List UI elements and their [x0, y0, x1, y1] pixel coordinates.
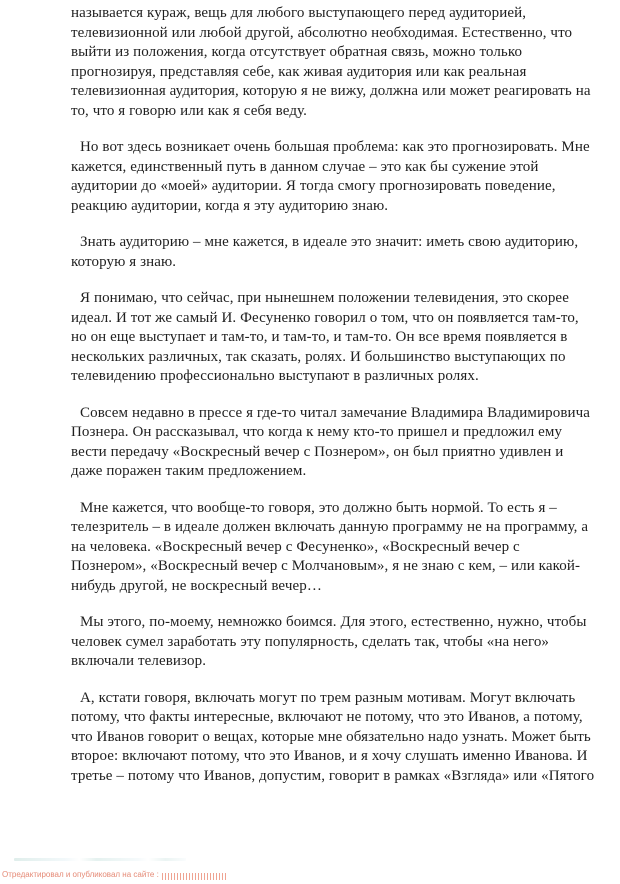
text-line: телевизионной или любой другой, абсолютно необходимая. Естественно, что	[71, 24, 573, 41]
text-line: нескольких различных, так сказать, ролях. И большинство выступающих по	[71, 348, 566, 365]
text-line: Мне кажется, что вообще-то говоря, это должно быть нормой. То есть я –	[80, 499, 557, 516]
publisher-watermark	[2, 870, 227, 880]
blurred-watermark-line	[14, 858, 186, 861]
text-line: человек сумел заработать эту популярность, сделать так, чтобы «на него»	[71, 633, 550, 650]
text-line: А, кстати говоря, включать могут по трем разным мотивам. Могут включать	[80, 689, 576, 706]
text-line: называется кураж, вещь для любого выступающего перед аудиторией,	[71, 5, 527, 21]
watermark-label: Отредактировал и опубликовал на сайте :	[2, 870, 159, 879]
text-line: что Иванов говорит о вещах, которые мне обязательно надо узнать. Может быть	[71, 728, 591, 745]
text-line: реакцию аудитории, когда я эту аудиторию знаю.	[71, 197, 389, 214]
text-line: телевидению профессионально выступают в различных ролях.	[71, 368, 479, 384]
page-text	[71, 4, 620, 803]
text-line: включали телевизор.	[71, 653, 207, 669]
text-line: потому, что факты интересные, включают не потому, что это Иванов, а потому,	[71, 709, 583, 725]
text-line: Знать аудиторию – мне кажется, в идеале это значит: иметь свою аудиторию,	[80, 234, 579, 250]
text-line: на человека. «Воскресный вечер с Фесуненко», «Воскресный вечер с	[71, 538, 520, 555]
text-line: выйти из положения, когда отсутствует обратная связь, можно только	[71, 44, 523, 60]
text-line: прогнозируя, представляя себе, как живая аудитория или как реальная	[71, 63, 527, 80]
text-line: телевизионная аудитория, которую я не вижу, должна или может реагировать на	[71, 83, 591, 99]
text-line: Но вот здесь возникает очень большая проблема: как это прогнозировать. Мне	[80, 139, 590, 155]
text-line: которую я знаю.	[71, 253, 177, 270]
text-line: вести передачу «Воскресный вечер с Познером», он был приятно удивлен и	[71, 443, 564, 460]
watermark-site-barcode	[162, 873, 227, 880]
text-line: Я понимаю, что сейчас, при нынешнем положении телевидения, это скорее	[80, 290, 569, 306]
paragraph	[71, 4, 620, 121]
text-line: Совсем недавно в прессе я где-то читал замечание Владимира Владимировича	[80, 404, 591, 421]
text-line: аудитории до «моей» аудитории. Я тогда смогу прогнозировать поведение,	[71, 178, 556, 194]
text-line: даже поражен таким предложением.	[71, 463, 307, 479]
text-line: телезритель – в идеале должен включать данную программу не на программу, а	[71, 519, 589, 535]
text-line: но он еще выступает и там-то, и там-то, и там-то. Он все время появляется в	[71, 329, 568, 345]
paragraph	[71, 689, 620, 787]
paragraph	[71, 289, 620, 387]
paragraph	[71, 499, 620, 597]
paragraph	[71, 404, 620, 482]
paragraph	[71, 613, 620, 672]
text-line: то, что я говорю или как я себя веду.	[71, 102, 308, 119]
text-line: кажется, единственный путь в данном случае – это как бы сужение этой	[71, 158, 539, 175]
text-line: третье – потому что Иванов, допустим, говорит в рамках «Взгляда» или «Пятого	[71, 767, 595, 784]
text-line: Познера. Он рассказывал, что когда к нему кто-то пришел и предложил ему	[71, 424, 563, 440]
text-line: идеал. И тот же самый И. Фесуненко говорил о том, что он появляется там-то,	[71, 309, 579, 326]
text-line: нибудь другой, не воскресный вечер…	[71, 577, 322, 594]
text-line: Мы этого, по-моему, немножко боимся. Для этого, естественно, нужно, чтобы	[80, 614, 587, 630]
text-line: Познером», «Воскресный вечер с Молчановым», я не знаю с кем, – или какой-	[71, 558, 581, 574]
text-line: второе: включают потому, что это Иванов, и я хочу слушать именно Иванова. И	[71, 748, 588, 764]
paragraph	[71, 138, 620, 216]
paragraph	[71, 233, 620, 272]
